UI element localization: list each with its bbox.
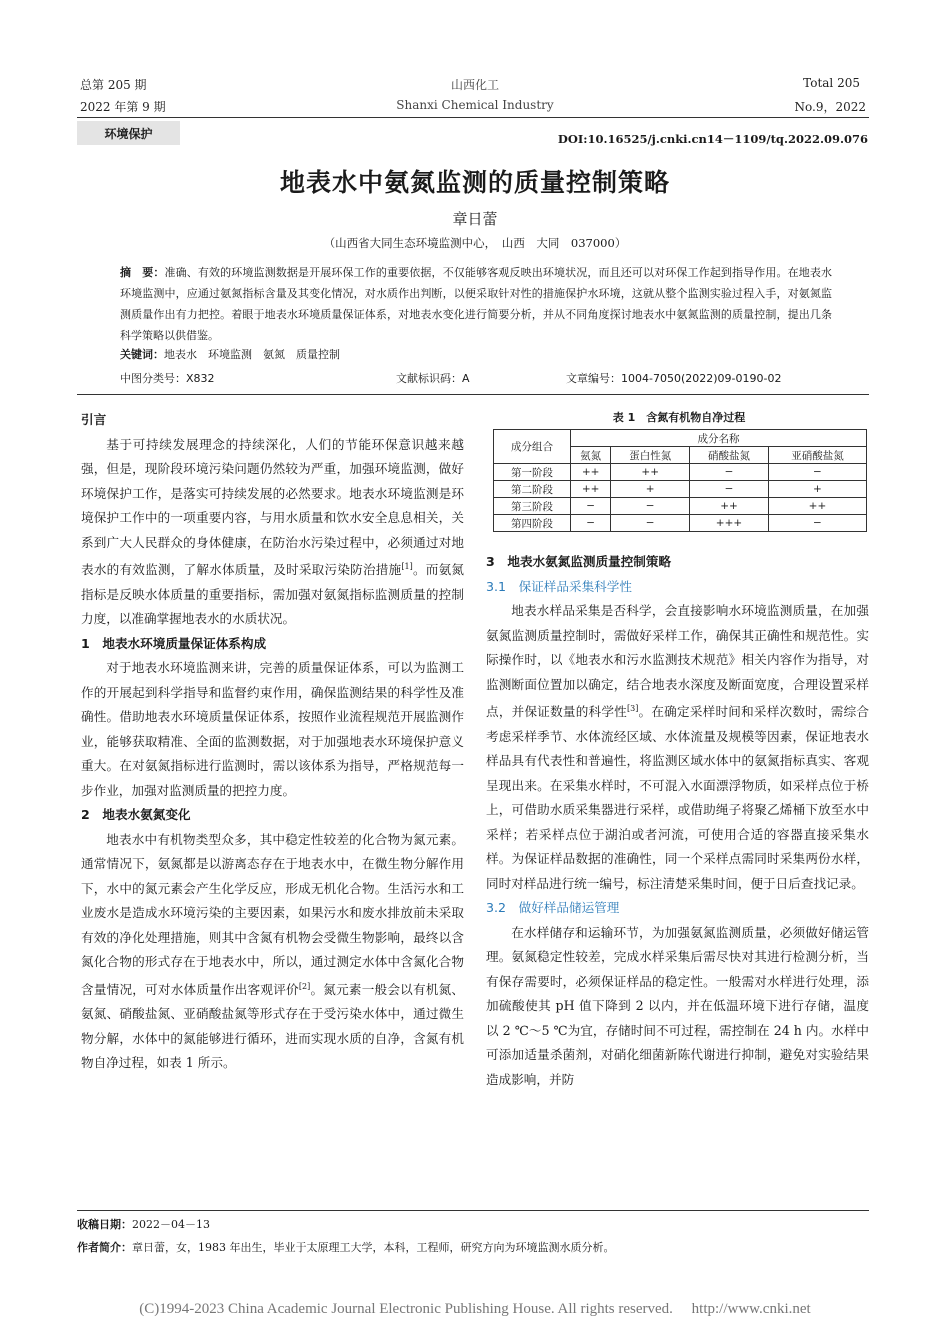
ref-1[interactable]: [1] [401,562,413,571]
section-2-text-end: 。氮元素一般会以有机氮、氨氮、硝酸盐氮、亚硝酸盐氮等形式存在于受污染水体中，通过微生物分解，水体中的氮能够进行循环，进而实现水质的自净，含氮有机物自净过程，如表 1 所示。 [81,981,465,1071]
right-column [486,550,869,1092]
intro-paragraph [81,433,464,632]
section-3-2-paragraph: 在水样储存和运输环节，为加强氨氮监测质量，必须做好储运管理。氨氮稳定性较差，完成水样采集后需尽快对其进行检测分析，当有保存需要时，必须保证样品的稳定性。一般需对水样进行处理，添加硫酸使其 pH 值下降到 2 以内，并在低温环境下进行存储，温度以 2 ℃～5 ℃为宜，存储时间不可过程，需控制在 24 h 内。水样中可添加适量杀菌剂，对硝化细菌新陈代谢进行抑制，避免对实验结果造成影响，并防 [486,924,869,1087]
table-cell: − [571,515,611,532]
article-title: 地表水中氨氮监测的质量控制策略 [279,168,670,197]
section-3-1-paragraph [486,599,869,896]
table-row [494,464,867,481]
ref-3[interactable]: [3] [626,704,639,713]
keywords-text: 地表水 环境监测 氨氮 质量控制 [164,348,340,361]
table-cell: +++ [690,515,769,532]
abstract-text: 准确、有效的环境监测数据是开展环保工作的重要依据，不仅能够客观反映出环境状况，而且还可以对环保工作起到指导作用。在地表水环境监测中，应通过氨氮指标含量及其变化情况，对水质作出判断，以便采取针对性的措施保护水环境，这就从整个监测实验过程入手，对氨氮监测质量作出有力把控。着眼于地表水环境质量保证体系，对地表水变化进行简要分析，并从不同角度探讨地表水中氨氮监测的质量控制，提出几条科学策略以供借鉴。 [120,266,833,342]
header-issue-total: 总第 205 期 [80,78,147,92]
author-bio [77,1239,615,1255]
table-row [494,481,867,498]
table-group-header: 成分组合 [494,430,571,464]
table-cell: − [571,498,611,515]
article-number: 文章编号：1004-7050(2022)09-0190-02 [566,372,782,385]
meta-rule [77,394,869,395]
section-3-1-text: 地表水样品采集是否科学，会直接影响水环境监测质量，在加强氨氮监测质量控制时，需做好采样工作，确保其正确性和规范性。实际操作时，以《地表水和污水监测技术规范》相关内容作为指导，对监测断面位置加以确定，结合地表水深度及断面宽度，合理设置采样点，并保证数量的科学性 [486,603,869,720]
received-label: 收稿日期： [77,1218,132,1231]
table-cell: + [611,481,690,498]
header-number: No.9，2022 [794,100,866,114]
ref-2[interactable]: [2] [298,981,311,991]
section-1-paragraph: 对于地表水环境监测来讲，完善的质量保证体系，可以为监测工作的开展起到科学指导和监督约束作用，确保监测结果的科学性及准确性。借助地表水环境质量保证体系，按照作业流程规范开展监测作业，能够获取精准、全面的监测数据，对于加强地表水环境保护意义重大。在对氨氮指标进行监测时，需以该体系为指导，严格规范每一步作业，加强对监测质量的把控力度。 [81,660,464,798]
section-3-2-heading: 3.2 做好样品储运管理 [486,900,620,916]
intro-text-end: 。而氨氮指标是反映水体质量的重要指标，需加强对氨氮指标监测质量的控制力度，以准确掌握地表水的水质状况。 [81,562,465,627]
table-cell: ++ [571,481,611,498]
table-span-header: 成分名称 [571,430,867,447]
table-cell: − [611,498,690,515]
header-issue-year: 2022 年第 9 期 [80,100,166,114]
section-3-1-heading: 3.1 保证样品采集科学性 [486,578,632,594]
table-row [494,498,867,515]
section-3-1-text-end: 。在确定采样时间和采样次数时，需综合考虑采样季节、水体流经区域、水体流量及规模等因素，保证地表水样品具有代表性和普遍性，将监测区域水体中的氨氮指标真实、客观呈现出来。在采集水样时，不可混入水面漂浮物质，如采样点位于桥上，可借助水质采集器进行采样，或借助绳子将聚乙烯桶下放至水中采样；若采样点位于湖泊或者河流，可使用合适的容器直接采集水样。为保证样品数据的准确性，同一个采样点需同时采集两份水样，同时对样品进行统一编号，标注清楚采集时间，便于日后查找记录。 [486,704,870,891]
copyright-notice: (C)1994-2023 China Academic Journal Electronic Publishing House. All rights reserved. http://www.cnki.net [139,1301,811,1317]
received-date [77,1216,210,1232]
clc-number: 中图分类号：X832 [120,372,215,385]
document-code: 文献标识码：A [396,372,470,385]
table-cell: − [690,464,769,481]
affiliation: （山西省大同生态环境监测中心， 山西 大同 037000） [323,236,627,250]
table-cell: ++ [768,498,866,515]
table-cell: − [768,464,866,481]
table-1 [493,429,867,532]
table-stage: 第二阶段 [494,481,571,498]
table-col-header: 氨氮 [571,447,611,464]
footnote-rule [77,1210,869,1211]
section-2-text: 地表水中有机物类型众多，其中稳定性较差的化合物为氮元素。通常情况下，氨氮都是以游离态存在于地表水中，在微生物分解作用下，水中的氮元素会产生化学反应，形成无机化合物。生活污水和工业废水是造成水环境污染的主要因素，如果污水和废水排放前未采取有效的净化处理措施，则其中含氮有机物会受微生物影响，最终以含氮化合物的形式存在于地表水中，所以，通过测定水体中含氮化合物含量情况，可对水体质量作出客观评价 [81,831,464,997]
table-stage: 第三阶段 [494,498,571,515]
intro-heading: 引言 [81,412,107,427]
doi[interactable]: DOI:10.16525/j.cnki.cn14－1109/tq.2022.09.076 [557,132,868,146]
table-row [494,515,867,532]
table-cell: ++ [611,464,690,481]
received-value: 2022－04－13 [132,1218,210,1231]
bio-value: 章日蕾，女，1983 年出生，毕业于太原理工大学，本科，工程师，研究方向为环境监测水质分析。 [132,1241,615,1254]
section-1-heading: 1 地表水环境质量保证体系构成 [81,635,267,651]
table-cell: + [768,481,866,498]
table-cell: ++ [690,498,769,515]
table-cell: − [611,515,690,532]
header-rule [77,117,869,118]
keywords-label: 关键词： [120,348,164,361]
table-cell: ++ [571,464,611,481]
table-1-caption: 表 1 含氮有机物自净过程 [612,411,746,424]
abstract [120,262,832,346]
section-3-heading: 3 地表水氨氮监测质量控制策略 [486,554,672,569]
table-col-header: 亚硝酸盐氮 [768,447,866,464]
table-stage: 第四阶段 [494,515,571,532]
header-total: Total 205 [803,76,860,90]
left-column [81,408,464,1076]
table-col-header: 硝酸盐氮 [690,447,769,464]
intro-text: 基于可持续发展理念的持续深化，人们的节能环保意识越来越强，但是，现阶段环境污染问题仍然较为严重，加强环境监测，做好环境保护工作，是落实可持续发展的必然要求。地表水环境监测是环境保护工作中的一项重要内容，与用水质量和饮水安全息息相关，关系到广大人民群众的身体健康，在防治水污染过程中，必须通过对地表水的有效监测，了解水体质量，及时采取污染防治措施 [81,436,464,578]
header-journal-en: Shanxi Chemical Industry [396,98,554,112]
author: 章日蕾 [452,210,498,228]
table-cell: − [768,515,866,532]
section-2-heading: 2 地表水氨氮变化 [81,807,191,823]
table-cell: − [690,481,769,498]
section-2-paragraph [81,828,464,1076]
header-journal-cn: 山西化工 [450,78,499,92]
section-tag: 环境保护 [77,121,180,145]
table-stage: 第一阶段 [494,464,571,481]
abstract-label: 摘 要： [120,266,165,279]
table-col-header: 蛋白性氮 [611,447,690,464]
keywords [120,346,340,362]
bio-label: 作者简介： [77,1241,132,1254]
